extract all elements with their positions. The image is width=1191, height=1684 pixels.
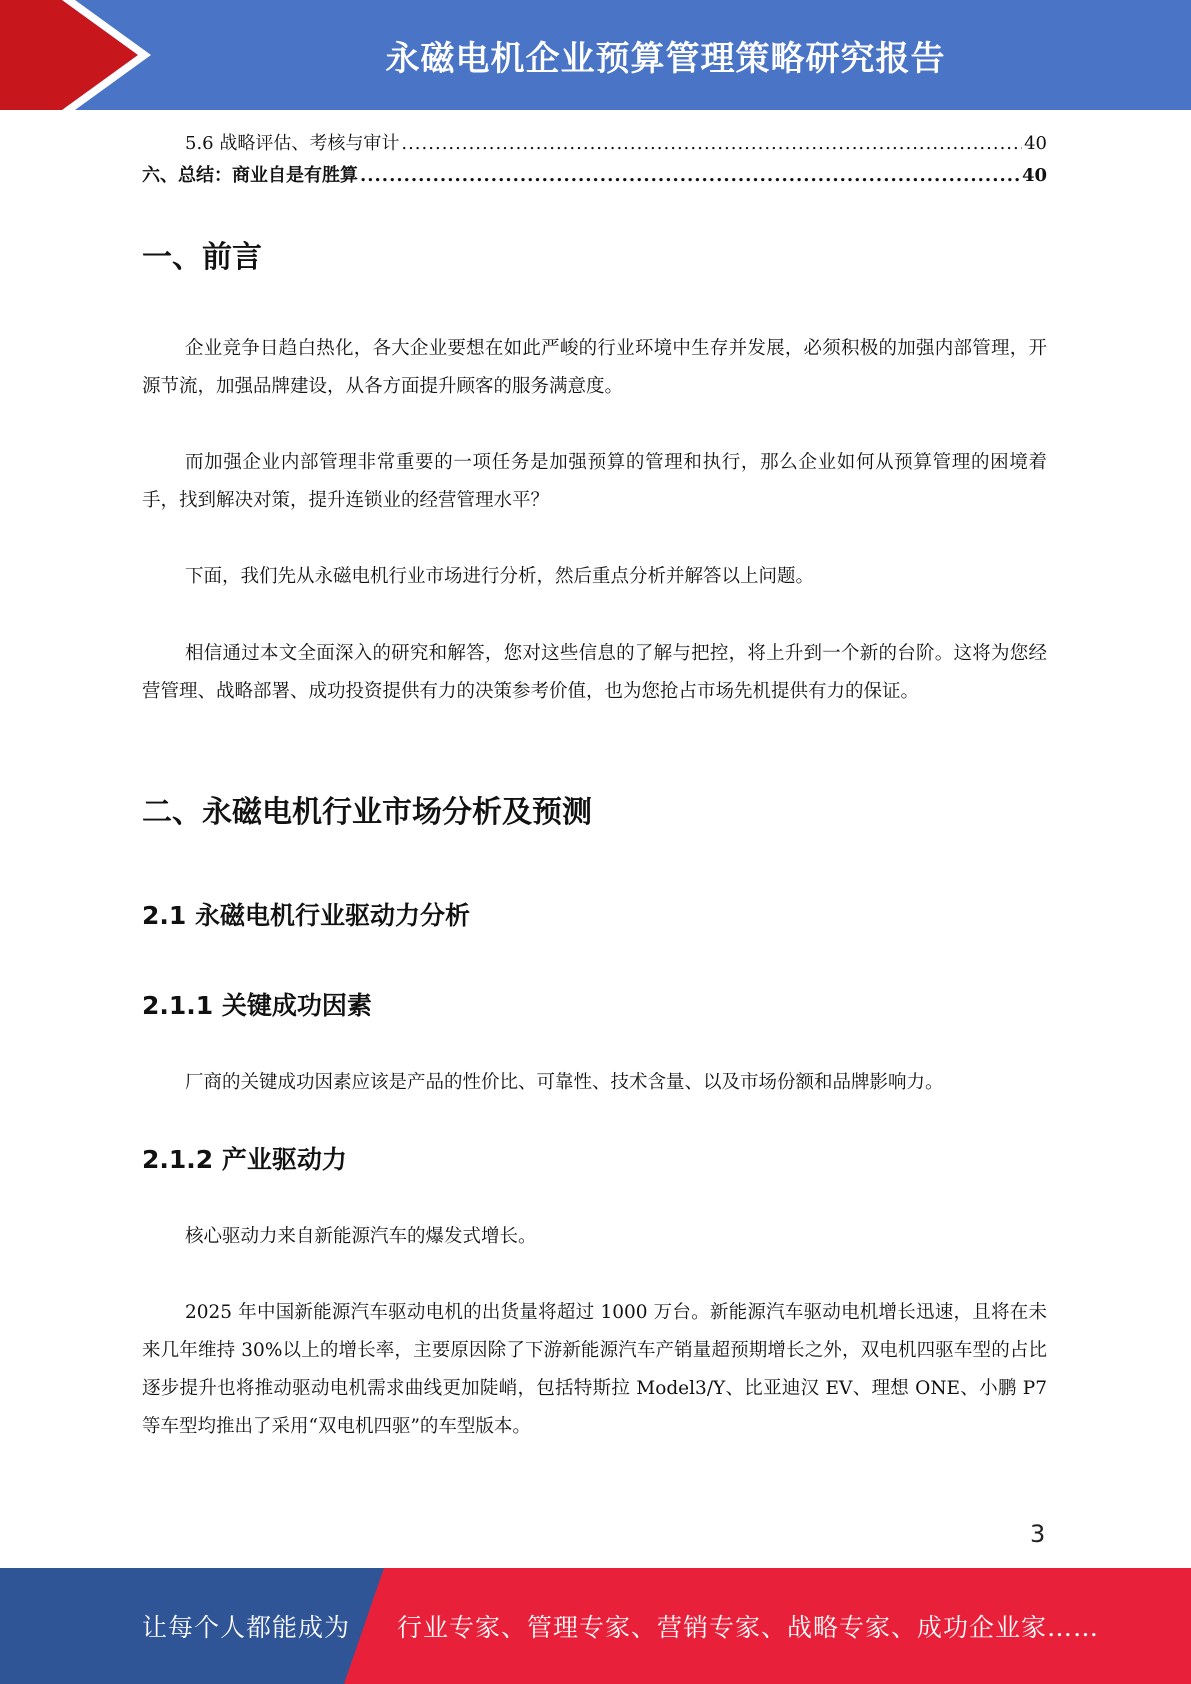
paragraph: 2025 年中国新能源汽车驱动电机的出货量将超过 1000 万台。新能源汽车驱动电机增长迅速，且将在未来几年维持 30%以上的增长率，主要原因除了下游新能源汽车产销量超预期增长之外，双电机四驱车型的占比逐步提升也将推动驱动电机需求曲线更加陡峭，包括特斯拉 Model3/Y、比亚迪汉 EV、理想 ONE、小鹏 P7 等车型均推出了采用“双电机四驱”的车型版本。 [142, 1302, 1047, 1437]
paragraph: 厂商的关键成功因素应该是产品的性价比、可靠性、技术含量、以及市场份额和品牌影响力。 [185, 1072, 944, 1093]
paragraph: 相信通过本文全面深入的研究和解答，您对这些信息的了解与把控，将上升到一个新的台阶。这将为您经营管理、战略部署、成功投资提供有力的决策参考价值，也为您抢占市场先机提供有力的保证。 [142, 643, 1047, 702]
toc-entry[interactable] [142, 128, 1047, 160]
subsection-heading-key-success-factors: 2.1.1 关键成功因素 [142, 991, 372, 1020]
report-title: 永磁电机企业预算管理策略研究报告 [385, 38, 946, 79]
page-header [0, 0, 1191, 110]
footer-slogan-right: 行业专家、管理专家、营销专家、战略专家、成功企业家…… [397, 1613, 1100, 1642]
subsection-heading-drivers: 2.1 永磁电机行业驱动力分析 [142, 901, 470, 930]
paragraph: 企业竞争日趋白热化，各大企业要想在如此严峻的行业环境中生存并发展，必须积极的加强内部管理，开源节流，加强品牌建设，从各方面提升顾客的服务满意度。 [142, 338, 1047, 397]
header-chevron-decoration [0, 0, 160, 110]
toc-leader-dots [360, 160, 1020, 192]
page-footer [0, 1568, 1191, 1684]
section-heading-market-analysis: 二、永磁电机行业市场分析及预测 [142, 795, 592, 830]
toc-entry-label: 六、总结：商业自是有胜算 [142, 165, 358, 186]
footer-slogan-left: 让每个人都能成为 [142, 1613, 351, 1642]
toc-entry[interactable] [142, 160, 1047, 192]
page-number: 3 [1030, 1520, 1046, 1548]
table-of-contents [142, 128, 1047, 192]
toc-leader-dots [401, 128, 1022, 160]
toc-entry-page: 40 [1024, 133, 1047, 154]
paragraph: 而加强企业内部管理非常重要的一项任务是加强预算的管理和执行，那么企业如何从预算管理的困境着手，找到解决对策，提升连锁业的经营管理水平？ [142, 452, 1047, 511]
paragraph: 核心驱动力来自新能源汽车的爆发式增长。 [185, 1226, 537, 1247]
subsection-heading-industry-drivers: 2.1.2 产业驱动力 [142, 1145, 347, 1174]
toc-entry-page: 40 [1021, 165, 1047, 186]
toc-entry-label: 5.6 战略评估、考核与审计 [185, 133, 400, 154]
paragraph: 下面，我们先从永磁电机行业市场进行分析，然后重点分析并解答以上问题。 [185, 566, 815, 587]
section-heading-preface: 一、前言 [142, 240, 262, 275]
